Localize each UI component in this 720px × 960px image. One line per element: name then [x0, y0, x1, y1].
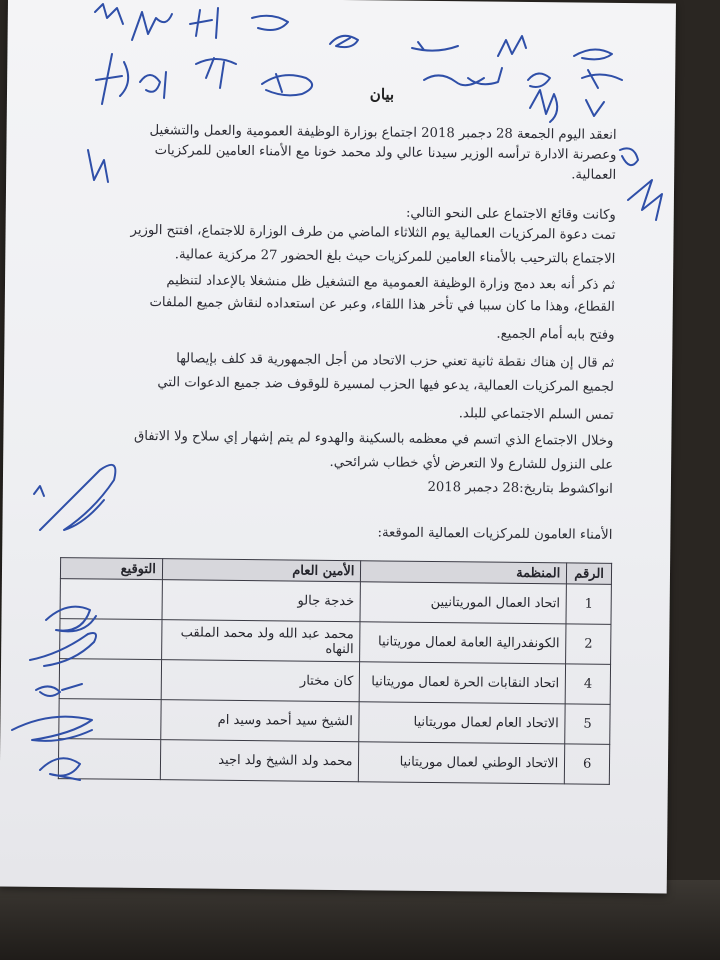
paragraph-line: انعقد اليوم الجمعة 28 دجمبر 2018 اجتماع بوزارة الوظيفة العمومية والعمل والتشغيل: [149, 122, 617, 143]
header-organization: المنظمة: [361, 561, 567, 584]
row-number: 1: [566, 584, 611, 624]
row-organization: الكونفدرالية العامة لعمال موريتانيا: [360, 622, 566, 664]
table-row: [58, 739, 609, 785]
date-line: انواكشوط بتاريخ:28 دجمبر 2018: [427, 479, 613, 497]
row-number: 5: [565, 704, 610, 744]
row-number: 6: [565, 744, 610, 784]
table-row: [60, 619, 611, 665]
table-row: [60, 579, 611, 625]
row-organization: اتحاد النقابات الحرة لعمال موريتانيا: [360, 662, 566, 704]
row-secretary-general: محمد عبد الله ولد محمد الملقب النهاه: [161, 620, 360, 662]
paragraph-line: القطاع، وهذا ما كان سببا في تأخر هذا اللقاء، وعبر عن استعداده لنقاش جميع الملفات: [149, 295, 615, 315]
row-signature-cell: [58, 739, 160, 780]
row-number: 2: [566, 624, 611, 664]
row-secretary-general: محمد ولد الشيخ ولد اجيد: [160, 740, 359, 782]
paragraph-line: العمالية.: [571, 167, 617, 183]
header-signature: التوقيع: [60, 558, 162, 580]
document-heading: بيان: [369, 85, 395, 104]
document-body: [57, 122, 617, 543]
paragraph-line: على النزول للشارع ولا التعرض لأي خطاب شرائحي.: [329, 454, 614, 473]
paragraph-line: وكانت وقائع الاجتماع على النحو التالي:: [405, 205, 616, 223]
paragraph-line: ثم ذكر أنه بعد دمج وزارة الوظيفة العمومية مع التشغيل ظل منشغلا بالإعداد لتنظيم: [166, 273, 616, 293]
row-signature-cell: [59, 699, 161, 740]
paragraph-line: لجميع المركزيات العمالية، يدعو فيها الحزب لمسيرة للوقوف ضد جميع الدعوات التي: [157, 375, 615, 395]
row-secretary-general: خدجة جالو: [162, 580, 361, 622]
row-number: 4: [565, 664, 610, 704]
row-signature-cell: [59, 659, 161, 700]
paragraph-line: الاجتماع بالترحيب بالأمناء العامين للمركزيات حيث بلغ الحضور 27 مركزية عمالية.: [174, 247, 616, 267]
header-number: الرقم: [567, 563, 612, 584]
header-secretary-general: الأمين العام: [162, 559, 361, 582]
paragraph-line: تمس السلم الاجتماعي للبلد.: [458, 406, 614, 423]
paragraph-line: وعصرنة الادارة ترأسه الوزير سيدنا عالي ولد محمد خونا مع الأمناء العامين للمركزيات: [154, 143, 617, 163]
row-organization: اتحاد العمال الموريتانيين: [360, 582, 566, 624]
signatories-table: [58, 557, 612, 785]
row-signature-cell: [60, 619, 162, 660]
table-row: [59, 659, 610, 705]
row-secretary-general: كان مختار: [161, 660, 360, 702]
paragraph-line: ثم قال إن هناك نقطة ثانية تعني حزب الاتحاد من أجل الجمهورية قد كلف بإيصالها: [176, 351, 615, 371]
row-organization: الاتحاد الوطني لعمال موريتانيا: [359, 742, 565, 784]
signatories-caption: الأمناء العامون للمركزيات العمالية الموقعة:: [377, 525, 613, 543]
table-row: [59, 699, 610, 745]
paragraph-line: وخلال الاجتماع الذي اتسم في معظمه بالسكينة والهدوء لم يتم إشهار إي سلاح ولا الاتفاق: [133, 428, 614, 449]
row-organization: الاتحاد العام لعمال موريتانيا: [359, 702, 565, 744]
paragraph-line: وفتح بابه أمام الجميع.: [496, 326, 615, 343]
row-signature-cell: [60, 579, 162, 620]
row-secretary-general: الشيخ سيد أحمد وسيد ام: [161, 700, 360, 742]
paragraph-line: تمت دعوة المركزيات العمالية يوم الثلاثاء الماضي من طرف الوزارة للاجتماع، افتتح الوزير: [130, 222, 616, 243]
